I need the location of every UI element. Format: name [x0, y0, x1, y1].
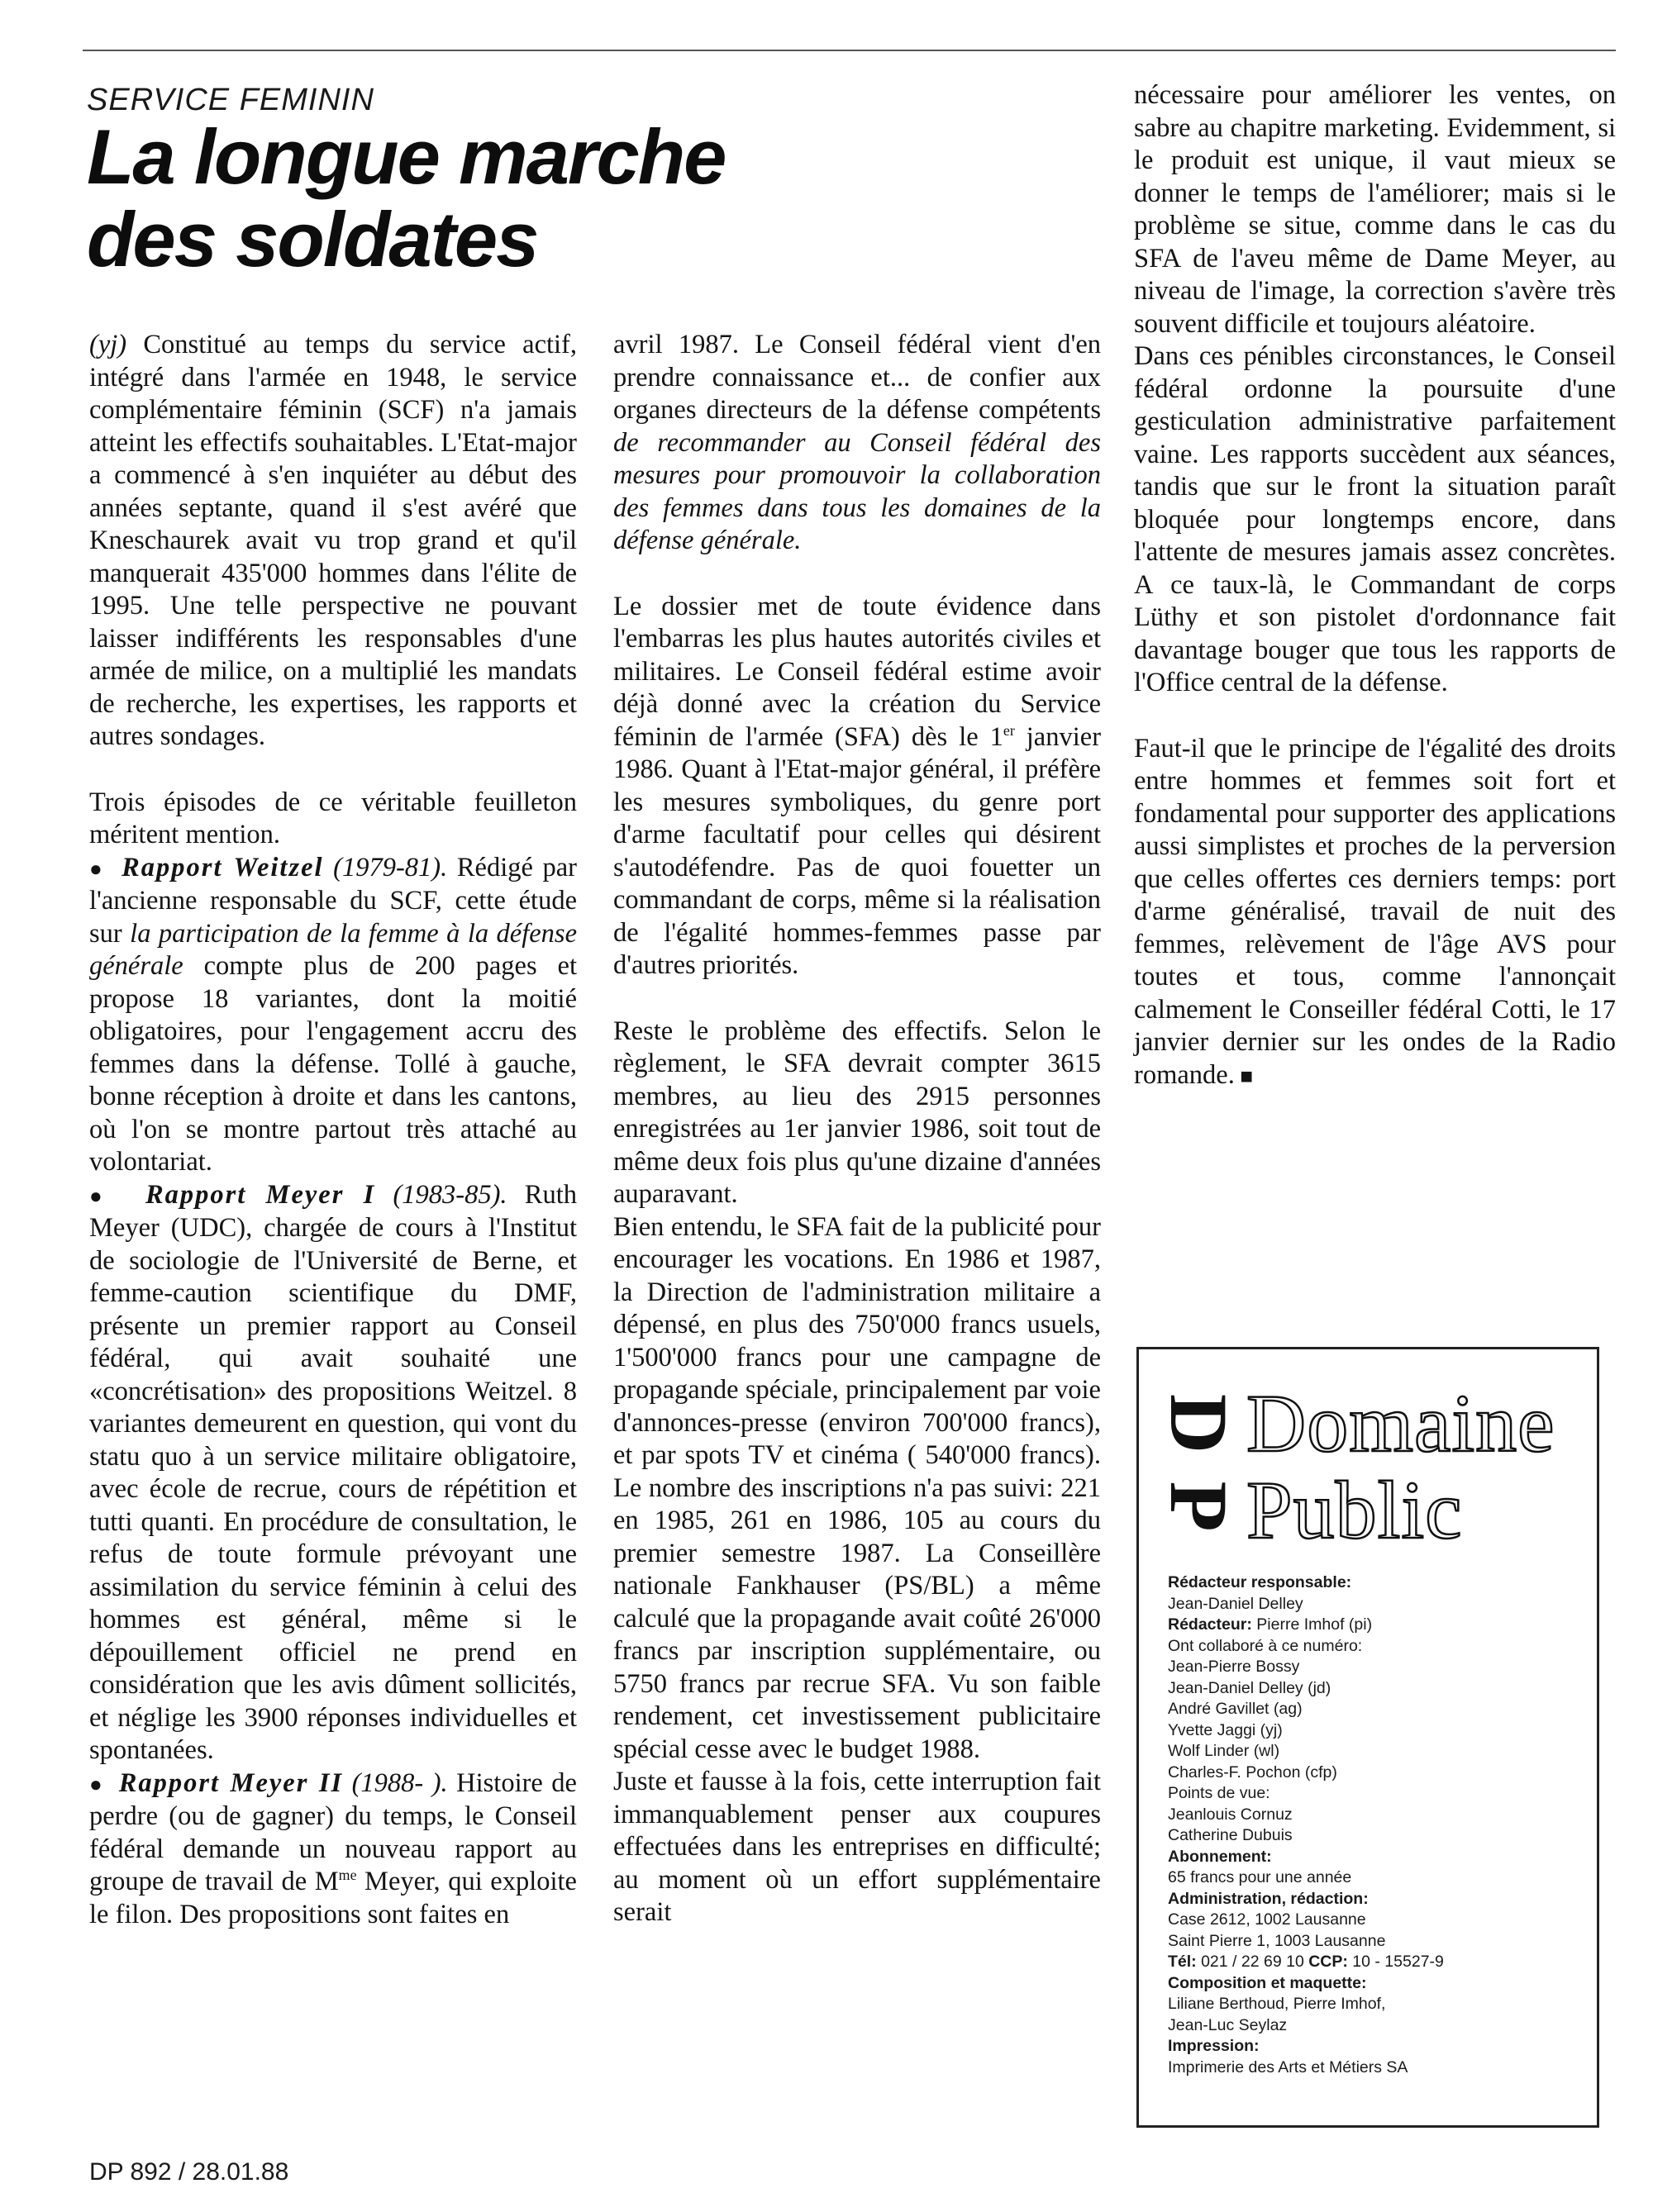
paragraph-text: Le dossier met de toute évidence dans l'embarras les plus hautes autorités civiles et militaires. Le Conseil fédéral estime avoir déjà donné avec la création du Service féminin de l'armée (SFA) dès le 1 [613, 591, 1101, 752]
bullet-years: (1983-85). [375, 1179, 507, 1210]
credit-text: Yvette Jaggi (yj) [1168, 1720, 1283, 1739]
bullet-title: Rapport Weitzel [121, 852, 324, 882]
credit-text: Jeanlouis Cornuz [1168, 1805, 1293, 1824]
credit-label: Tél: [1168, 1953, 1197, 1971]
credit-text: Wolf Linder (wl) [1168, 1742, 1280, 1760]
masthead-title-domaine: Domaine [1246, 1377, 1555, 1469]
masthead-imprint-box [1136, 1347, 1599, 2128]
bullet-text: Meyer, qui exploite le filon. Des propositions sont faites en [89, 1867, 577, 1929]
paragraph-episodes: Trois épisodes de ce véritable feuilleton méritent mention. [89, 787, 577, 849]
credit-line [1168, 1931, 1589, 1953]
bullet-title: Rapport Meyer I [145, 1179, 376, 1210]
credit-text: Points de vue: [1168, 1784, 1270, 1802]
credit-text: Jean-Daniel Delley [1168, 1594, 1303, 1613]
credit-label: Rédacteur: [1168, 1615, 1252, 1634]
bullet-years: (1988- ). [343, 1767, 448, 1798]
credit-text: Jean-Pierre Bossy [1168, 1658, 1300, 1676]
credit-text: Imprimerie des Arts et Métiers SA [1168, 2057, 1408, 2076]
bullet-text: Histoire de perdre (ou de gagner) du temps, le Conseil fédéral demande un nouveau rapport au groupe de travail de M [89, 1767, 577, 1896]
headline-line-1: La longue marche [87, 113, 726, 200]
credit-line [1168, 2015, 1589, 2037]
credit-text: Jean-Luc Seylaz [1168, 2015, 1288, 2034]
bullet-rapport-meyer-2 [89, 1767, 577, 1932]
paragraph-circonstances: Dans ces pénibles circonstances, le Conseil fédéral ordonne la poursuite d'une gesticulation administrative parfaitement vaine. Les rapports succèdent aux séances, tandis que sur le front la situation paraît bloquée pour longtemps encore, dans l'attente de mesures jamais assez concrètes. A ce taux-là, le Commandant de corps Lüthy et son pistolet d'ordonnance fait davantage bouger que tous les rapports de l'Office central de la défense. [1134, 341, 1616, 697]
credit-line [1168, 1847, 1589, 1868]
credit-text: André Gavillet (ag) [1168, 1700, 1303, 1718]
credit-line [1168, 1825, 1589, 1847]
credit-line [1168, 1910, 1589, 1931]
credit-line [1168, 2057, 1589, 2079]
credit-line [1168, 1994, 1589, 2015]
paragraph-text: janvier 1986. Quant à l'Etat-major général, il préfère les mesures symboliques, du genre port d'arme facultatif pour celles qui désirent s'autodéfendre. Pas de quoi fouetter un commandant de corps, même si la réalisation de l'égalité hommes-femmes passe par d'autres priorités. [613, 721, 1102, 980]
credit-line [1168, 1615, 1589, 1636]
credit-line [1168, 1889, 1589, 1910]
credit-label: Rédacteur responsable: [1168, 1573, 1352, 1591]
credit-text: Liliane Berthoud, Pierre Imhof, [1168, 1995, 1386, 2013]
section-kicker: SERVICE FEMININ [87, 83, 374, 117]
credit-line [1168, 1952, 1589, 1973]
article-headline [87, 113, 1103, 283]
credit-line [1168, 1699, 1589, 1720]
credit-text: Jean-Daniel Delley (jd) [1168, 1678, 1331, 1697]
credit-line [1168, 1572, 1589, 1594]
paragraph-avril [613, 329, 1101, 558]
bullet-years: (1979-81). [323, 852, 448, 882]
credit-text: 021 / 22 69 10 [1196, 1953, 1309, 1971]
credits-list [1168, 1572, 1589, 2078]
bullet-text: compte plus de 200 pages et propose 18 variantes, dont la moitié obligatoires, pour l'engagement accru des femmes dans la défense. Tollé à gauche, bonne réception à droite et dans les cantons, où l'on se montre partout très attaché au volontariat. [89, 951, 577, 1177]
superscript: er [1003, 721, 1015, 739]
credit-line [1168, 1720, 1589, 1742]
paragraph-intro-text: Constitué au temps du service actif, intégré dans l'armée en 1948, le service complémentaire féminin (SCF) n'a jamais atteint les effectifs souhaitables. L'Etat-major a commencé à s'en inquiéter au début des années septante, quand il s'est avéré que Kneschaurek avait vu trop grand et qu'il manquerait 435'000 hommes dans l'élite de 1995. Une telle perspective ne pouvant laisser indifférents les responsables d'une armée de milice, on a multiplié les mandats de recherche, les expertises, les rapports et autres sondages. [89, 330, 577, 751]
bullet-italic-text: la participation de la femme à la défense générale [89, 918, 577, 981]
credit-text: Case 2612, 1002 Lausanne [1168, 1910, 1366, 1929]
superscript: me [338, 1867, 357, 1884]
article-column-1 [89, 329, 577, 1931]
article-column-3 [1134, 79, 1616, 1092]
paragraph-marketing: nécessaire pour améliorer les ventes, on sabre au chapitre marketing. Evidemment, si le produit est unique, il vaut mieux se donner le temps de l'améliorer; mais si le problème se situe, comme dans le cas du SFA de l'aveu même de Dame Meyer, au niveau de l'image, la correction s'avère très souvent difficile et toujours aléatoire. [1134, 80, 1616, 339]
credit-line [1168, 1636, 1589, 1658]
paragraph-effectifs: Reste le problème des effectifs. Selon le règlement, le SFA devrait compter 3615 membres, au lieu des 2915 personnes enregistrées au 1er janvier 1986, soit tout de même deux fois plus qu'une dizaine d'années auparavant. [613, 1016, 1101, 1209]
bullet-rapport-meyer-1 [89, 1179, 577, 1767]
top-rule [83, 50, 1616, 51]
credit-line [1168, 1678, 1589, 1700]
bullet-text: Ruth Meyer (UDC), chargée de cours à l'Institut de sociologie de l'Université de Berne, et femme-caution scientifique du DMF, présente un premier rapport au Conseil fédéral, qui avait souhaité une «concrétisation» des propositions Weitzel. 8 variantes demeurent en question, qui vont du statu quo à un service militaire obligatoire, avec école de recrue, cours de répétition et tutti quanti. En procédure de consultation, le refus de toute formule prévoyant une assimilation du service féminin à celui des hommes est général, même si le dépouillement officiel ne prend en considération que les avis dûment sollicités, et néglige les 3900 réponses individuelles et spontanées. [89, 1179, 577, 1765]
paragraph-egalite: Faut-il que le principe de l'égalité des droits entre hommes et femmes soit fort et fondamental pour supporter des applications aussi simplistes et proches de la perversion que celles offertes ces derniers temps: port d'arme généralisé, travail de nuit des femmes, relèvement de l'âge AVS pour toutes et tous, comme l'annonçait calmement le Conseiller fédéral Cotti, le 17 janvier dernier sur les ondes de la Radio romande. ■ [1134, 733, 1616, 1093]
paragraph-dossier [613, 591, 1101, 982]
credit-text: Catherine Dubuis [1168, 1826, 1293, 1844]
bullet-rapport-weitzel [89, 852, 577, 1179]
credit-line [1168, 1783, 1589, 1805]
credit-label: Impression: [1168, 2037, 1260, 2055]
masthead-title-public: Public [1246, 1464, 1463, 1556]
credit-label: Abonnement: [1168, 1847, 1272, 1866]
credit-text: Saint Pierre 1, 1003 Lausanne [1168, 1931, 1386, 1950]
credit-line [1168, 1657, 1589, 1678]
logo-letter-p: P [1153, 1481, 1245, 1532]
headline-line-2: des soldates [87, 196, 538, 283]
author-initials: (yj) [89, 330, 127, 359]
credit-text: Charles-F. Pochon (cfp) [1168, 1762, 1337, 1781]
credit-label: CCP: [1308, 1953, 1348, 1971]
bullet-text: Rédigé par l'ancienne responsable du SCF, cette étude sur [89, 852, 577, 949]
credit-line [1168, 1867, 1589, 1889]
credit-text: Ont collaboré à ce numéro: [1168, 1636, 1363, 1655]
article-column-2 [613, 329, 1101, 1929]
issue-footer: DP 892 / 28.01.88 [89, 2158, 289, 2186]
credit-label: Administration, rédaction: [1168, 1889, 1369, 1908]
logo-letter-d: D [1153, 1393, 1245, 1454]
credit-text: 65 francs pour une année [1168, 1868, 1352, 1886]
paragraph-text: avril 1987. Le Conseil fédéral vient d'en prendre connaissance et... de confier aux organes directeurs de la défense compétents [613, 330, 1101, 425]
credit-text: Pierre Imhof (pi) [1251, 1615, 1373, 1634]
dp-logo [1153, 1382, 1245, 1548]
credit-line [1168, 2036, 1589, 2057]
paragraph-italic-text: de recommander au Conseil fédéral des mesures pour promouvoir la collaboration des femmes dans tous les domaines de la défense générale. [613, 427, 1101, 555]
credit-text: 10 - 15527-9 [1347, 1953, 1444, 1971]
credit-line [1168, 1594, 1589, 1615]
paragraph-publicite: Bien entendu, le SFA fait de la publicité pour encourager les vocations. En 1986 et 1987, la Direction de l'administration militaire a dépensé, en plus des 750'000 francs usuels, 1'500'000 francs pour une campagne de propagande spéciale, principalement par voie d'annonces-presse (environ 700'000 francs), et par spots TV et cinéma ( 540'000 francs). Le nombre des inscriptions n'a pas suivi: 221 en 1985, 261 en 1986, 105 au cours du premier semestre 1987. La Conseillère nationale Fankhauser (PS/BL) a même calculé que la propagande avait coûté 26'000 francs par inscription supplémentaire, ou 5750 francs par recrue SFA. Vu son faible rendement, cet investissement publicitaire spécial cesse avec le budget 1988. [613, 1211, 1101, 1764]
credit-label: Composition et maquette: [1168, 1973, 1367, 1992]
credit-line [1168, 1741, 1589, 1762]
credit-line [1168, 1762, 1589, 1784]
paragraph-intro [89, 329, 577, 754]
paragraph-interruption: Juste et fausse à la fois, cette interruption fait immanquablement penser aux coupures effectuées dans les entreprises en difficulté; au moment où un effort supplémentaire serait [613, 1767, 1101, 1927]
credit-line [1168, 1973, 1589, 1995]
credit-line [1168, 1805, 1589, 1826]
bullet-title: Rapport Meyer II [118, 1767, 344, 1798]
